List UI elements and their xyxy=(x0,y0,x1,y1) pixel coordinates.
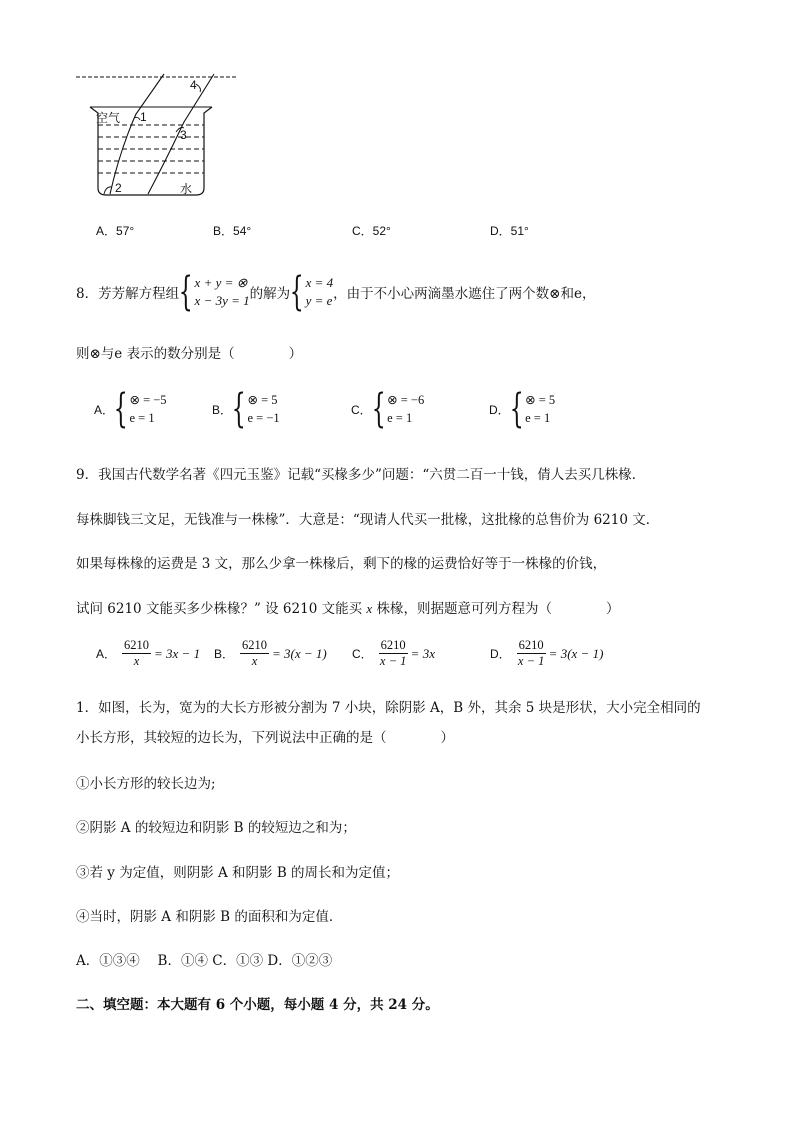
q7-option-b[interactable]: B．54° xyxy=(213,224,252,238)
angle-label-4: 4 xyxy=(190,78,197,92)
angle-label-3: 3 xyxy=(180,128,187,142)
q9-line1: 9．我国古代数学名著《四元玉鉴》记载“买椽多少”问题：“六贯二百一十钱，倩人去买几株椽． xyxy=(76,467,646,483)
refraction-figure xyxy=(76,70,246,200)
q9-option-a[interactable]: A． $\frac{6210}{x}$ = 3x − 1 xyxy=(96,638,201,668)
q9-option-c[interactable]: C． $\frac{6210}{x - 1}$ = 3x xyxy=(352,638,435,668)
q9-line2: 每株脚钱三文足，无钱准与一株椽”．大意是：“现请人代买一批椽，这批椽的总售价为 6210 文． xyxy=(76,512,660,528)
q10-statement-4: ④当时，阴影 A 和阴影 B 的面积和为定值． xyxy=(76,909,343,925)
angle-label-1: 1 xyxy=(140,110,147,124)
q8-line2: 则⊗与e 表示的数分别是（ ） xyxy=(76,346,303,362)
q8-equation-system: { x + y = ⊗ x − 3y = 1 xyxy=(178,269,250,315)
q8-stem: 8．芳芳解方程组 { x + y = ⊗ x − 3y = 1 的解为 { x = 4 y = e ，由于不小心两滴墨水遮住了两个数⊗和e， xyxy=(76,269,596,315)
q8-solution-system: { x = 4 y = e xyxy=(289,269,334,315)
label-air: 空气 xyxy=(96,111,121,125)
section-2-heading: 二、填空题：本大题有 6 个小题，每小题 4 分，共 24 分。 xyxy=(76,997,439,1013)
q10-statement-2: ②阴影 A 的较短边和阴影 B 的较短边之和为； xyxy=(76,820,356,836)
q8-option-d[interactable]: D． { ⊗ = 5 e = 1 xyxy=(489,386,556,432)
q9-line4: 试问 6210 文能买多少株椽？” 设 6210 文能买 x 株椽，则据题意可列方程为（ ） xyxy=(76,601,620,617)
q10-statement-1: ①小长方形的较长边为; xyxy=(76,776,216,792)
q10-statement-3: ③若 y 为定值，则阴影 A 和阴影 B 的周长和为定值； xyxy=(76,865,400,881)
q8-option-b[interactable]: B． { ⊗ = 5 e = −1 xyxy=(212,386,280,432)
q10-line2: 小长方形，其较短的边长为，下列说法中正确的是（ ） xyxy=(76,730,454,746)
angle-label-2: 2 xyxy=(115,181,122,195)
q10-line1: 1．如图，长为，宽为的大长方形被分割为 7 小块，除阴影 A，B 外，其余 5 块是形状，大小完全相同的 xyxy=(76,700,701,716)
q7-option-c[interactable]: C．52° xyxy=(352,224,391,238)
light-ray-left xyxy=(110,74,164,194)
q10-answer-options[interactable]: A．①③④ B．①④ C．①③ D．①②③ xyxy=(76,953,333,969)
q7-option-a[interactable]: A．57° xyxy=(96,224,135,238)
q9-line3: 如果每株椽的运费是 3 文，那么少拿一株椽后，剩下的椽的运费恰好等于一株椽的价钱， xyxy=(76,556,607,572)
q8-option-a[interactable]: A． { ⊗ = −5 e = 1 xyxy=(94,386,167,432)
q9-option-d[interactable]: D． $\frac{6210}{x - 1}$ = 3(x − 1) xyxy=(490,638,604,668)
q8-option-c[interactable]: C． { ⊗ = −6 e = 1 xyxy=(351,386,425,432)
q9-option-b[interactable]: B． $\frac{6210}{x}$ = 3(x − 1) xyxy=(214,638,327,668)
q7-option-d[interactable]: D．51° xyxy=(490,224,529,238)
label-water: 水 xyxy=(180,182,193,196)
